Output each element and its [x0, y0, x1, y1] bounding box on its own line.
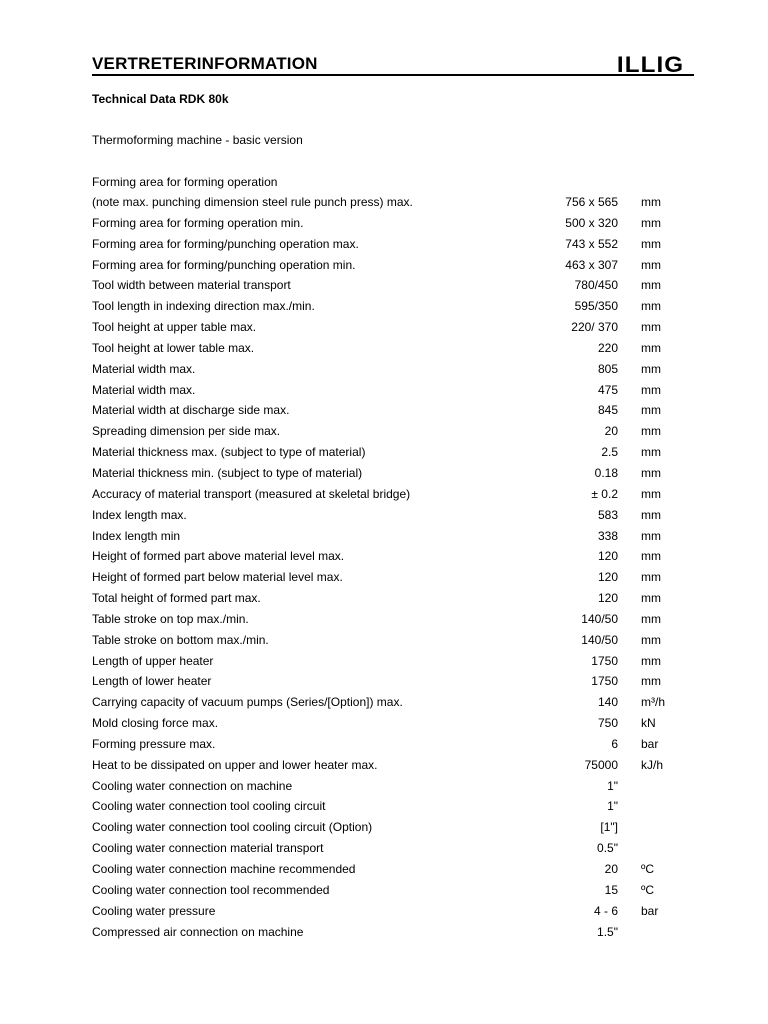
spec-row [0, 862, 768, 883]
spec-unit: mm [641, 528, 661, 543]
spec-value: 750 [597, 716, 618, 731]
spec-value: 6 [611, 736, 618, 751]
spec-value: 20 [604, 424, 618, 439]
spec-value: 780/450 [574, 278, 618, 293]
spec-label: Length of upper heater [92, 653, 214, 668]
spec-label: Material width max. [92, 382, 196, 397]
document-header [92, 52, 694, 76]
spec-label: Forming area for forming operation min. [92, 215, 304, 230]
spec-label: Mold closing force max. [92, 716, 219, 731]
spec-label: Index length max. [92, 507, 187, 522]
document-title: VERTRETERINFORMATION [92, 54, 318, 73]
spec-row [0, 383, 768, 404]
spec-value: 845 [597, 403, 618, 418]
spec-row [0, 716, 768, 737]
illig-logo: ILLIG [616, 52, 684, 77]
spec-unit: ºC [641, 882, 655, 897]
spec-value: 0.5" [597, 841, 618, 856]
spec-row [0, 508, 768, 529]
spec-value: 20 [604, 862, 618, 876]
spec-unit: mm [641, 424, 661, 439]
spec-row [0, 820, 768, 841]
spec-unit: mm [641, 236, 661, 251]
spec-row [0, 695, 768, 716]
spec-label: Forming area for forming/punching operation min. [92, 257, 356, 272]
spec-label: Heat to be dissipated on upper and lower heater max. [92, 757, 378, 772]
spec-label: Cooling water connection material transport [92, 841, 324, 856]
spec-value: 120 [597, 549, 618, 564]
spec-label: Cooling water connection tool cooling circuit [92, 799, 326, 814]
spec-row [0, 758, 768, 779]
spec-label: Compressed air connection on machine [92, 924, 304, 939]
spec-value: 120 [597, 570, 618, 585]
spec-label: Cooling water pressure [92, 903, 216, 918]
spec-unit: mm [641, 403, 661, 418]
spec-unit: mm [641, 632, 661, 647]
spec-unit: mm [641, 465, 661, 480]
spec-unit: bar [641, 903, 659, 918]
spec-unit: mm [641, 361, 661, 376]
spec-value: 463 x 307 [565, 257, 618, 272]
spec-unit: mm [641, 486, 661, 501]
spec-unit: kJ/h [641, 757, 664, 772]
section-heading: Forming area for forming operation [92, 175, 278, 189]
spec-value: 756 x 565 [565, 195, 618, 209]
spec-row [0, 299, 768, 320]
spec-label: Tool width between material transport [92, 278, 291, 293]
spec-value: 1" [607, 799, 618, 814]
spec-row [0, 654, 768, 675]
spec-row [0, 633, 768, 654]
spec-value: 805 [597, 361, 618, 376]
spec-unit: mm [641, 215, 661, 230]
spec-unit: mm [641, 278, 661, 293]
spec-row [0, 424, 768, 445]
spec-unit: mm [641, 653, 661, 668]
spec-value: 743 x 552 [565, 236, 618, 251]
spec-value: [1"] [600, 820, 618, 835]
spec-value: 120 [597, 591, 618, 606]
document-subtitle: Technical Data RDK 80k [92, 92, 229, 106]
spec-row [0, 216, 768, 237]
spec-row [0, 737, 768, 758]
spec-unit: mm [641, 549, 661, 564]
spec-label: Material thickness min. (subject to type of material) [92, 465, 363, 480]
spec-unit: mm [641, 445, 661, 460]
spec-value: 500 x 320 [565, 215, 618, 230]
spec-value: 1750 [591, 674, 618, 689]
spec-value: 475 [597, 382, 618, 397]
spec-value: 75000 [584, 757, 618, 772]
spec-row [0, 258, 768, 279]
spec-label: Height of formed part above material level max. [92, 549, 345, 564]
spec-row [0, 612, 768, 633]
spec-row [0, 237, 768, 258]
spec-row [0, 883, 768, 904]
spec-value: 220/ 370 [571, 320, 618, 335]
spec-value: 2.5 [601, 445, 618, 460]
spec-label: Material width at discharge side max. [92, 403, 290, 418]
spec-label: Table stroke on top max./min. [92, 611, 249, 626]
spec-row [0, 278, 768, 299]
spec-label: Index length min [92, 528, 181, 543]
spec-table [0, 195, 768, 945]
spec-unit: mm [641, 382, 661, 397]
spec-unit: bar [641, 736, 659, 751]
spec-unit: mm [641, 195, 661, 209]
spec-label: Tool height at lower table max. [92, 340, 255, 355]
spec-value: 338 [597, 528, 618, 543]
spec-unit: mm [641, 299, 661, 314]
spec-label: Cooling water connection tool recommended [92, 882, 330, 897]
spec-row [0, 591, 768, 612]
spec-row [0, 320, 768, 341]
spec-value: ± 0.2 [591, 486, 618, 501]
spec-label: Cooling water connection on machine [92, 778, 293, 793]
spec-unit: mm [641, 340, 661, 355]
spec-row [0, 779, 768, 800]
intro-text: Thermoforming machine - basic version [92, 133, 303, 147]
spec-value: 1" [607, 778, 618, 793]
spec-value: 1750 [591, 653, 618, 668]
spec-unit: mm [641, 611, 661, 626]
spec-value: 595/350 [574, 299, 618, 314]
spec-label: Length of lower heater [92, 674, 212, 689]
spec-label: Table stroke on bottom max./min. [92, 632, 269, 647]
spec-label: Height of formed part below material level max. [92, 570, 343, 585]
spec-label: (note max. punching dimension steel rule punch press) max. [92, 195, 413, 209]
spec-unit: mm [641, 507, 661, 522]
spec-unit: kN [641, 716, 656, 731]
spec-row [0, 195, 768, 216]
spec-label: Cooling water connection machine recommended [92, 862, 356, 876]
spec-row [0, 487, 768, 508]
spec-label: Cooling water connection tool cooling circuit (Option) [92, 820, 373, 835]
spec-value: 583 [597, 507, 618, 522]
spec-label: Tool height at upper table max. [92, 320, 257, 335]
spec-row [0, 904, 768, 925]
spec-unit: ºC [641, 862, 655, 876]
spec-row [0, 341, 768, 362]
spec-value: 140/50 [581, 632, 618, 647]
spec-unit: mm [641, 674, 661, 689]
spec-label: Accuracy of material transport (measured at skeletal bridge) [92, 486, 411, 501]
spec-row [0, 529, 768, 550]
spec-value: 15 [604, 882, 618, 897]
spec-row [0, 466, 768, 487]
spec-unit: mm [641, 320, 661, 335]
spec-label: Forming area for forming/punching operation max. [92, 236, 359, 251]
spec-row [0, 925, 768, 946]
spec-label: Tool length in indexing direction max./min. [92, 299, 315, 314]
spec-row [0, 570, 768, 591]
spec-unit: mm [641, 591, 661, 606]
spec-unit: m³/h [641, 695, 665, 710]
spec-label: Total height of formed part max. [92, 591, 261, 606]
spec-row [0, 445, 768, 466]
spec-row [0, 403, 768, 424]
spec-unit: mm [641, 257, 661, 272]
spec-row [0, 799, 768, 820]
spec-value: 140/50 [581, 611, 618, 626]
spec-unit: mm [641, 570, 661, 585]
spec-row [0, 549, 768, 570]
spec-value: 140 [597, 695, 618, 710]
spec-label: Material width max. [92, 361, 196, 376]
spec-label: Spreading dimension per side max. [92, 424, 281, 439]
spec-label: Carrying capacity of vacuum pumps (Series/[Option]) max. [92, 695, 403, 710]
spec-value: 220 [597, 340, 618, 355]
spec-label: Forming pressure max. [92, 736, 216, 751]
spec-value: 1.5" [597, 924, 618, 939]
spec-row [0, 674, 768, 695]
spec-value: 4 - 6 [593, 903, 618, 918]
spec-value: 0.18 [594, 465, 618, 480]
spec-label: Material thickness max. (subject to type of material) [92, 445, 366, 460]
spec-row [0, 362, 768, 383]
spec-row [0, 841, 768, 862]
